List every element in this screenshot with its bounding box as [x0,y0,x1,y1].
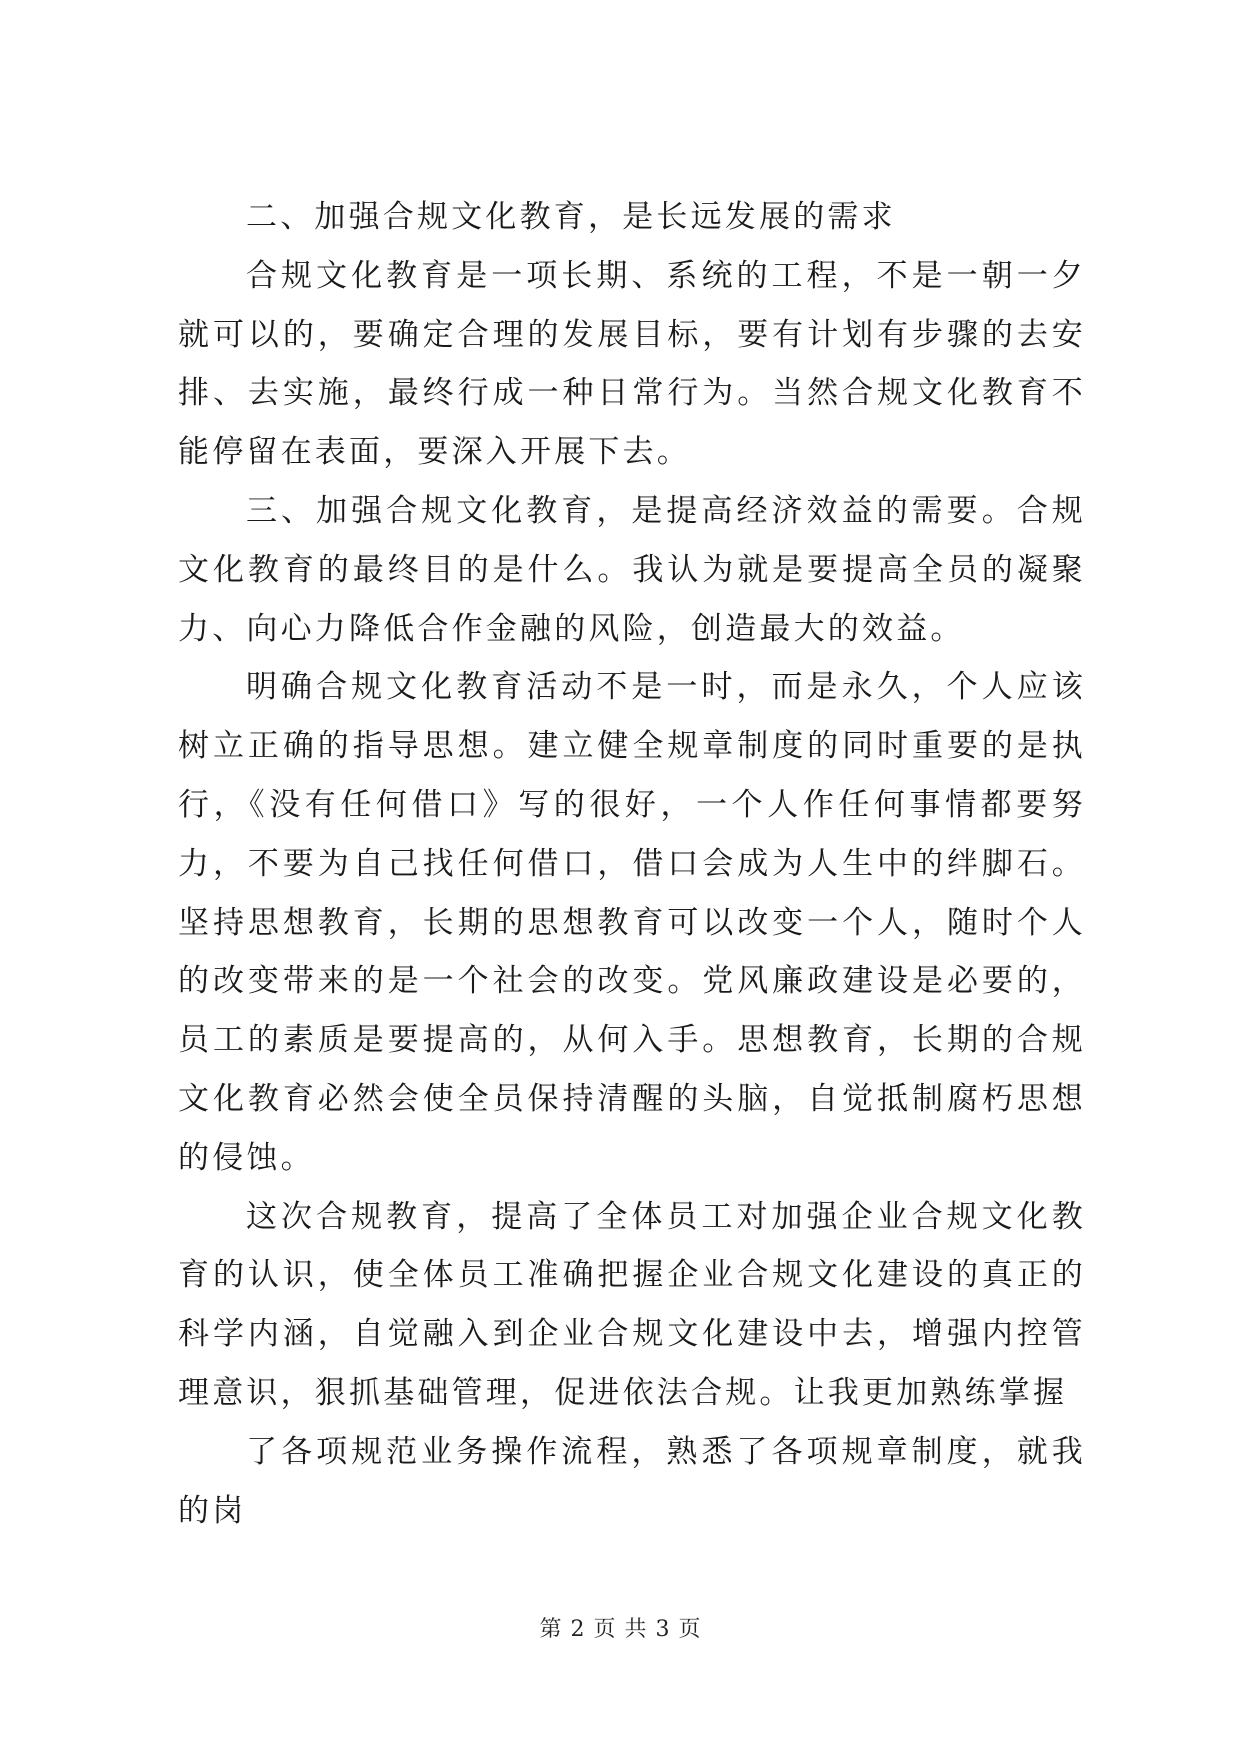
paragraph-4: 这次合规教育，提高了全体员工对加强企业合规文化教育的认识，使全体员工准确把握企业合规文化建设的真正的科学内涵，自觉融入到企业合规文化建设中去，增强内控管理意识，狠抓基础管理，促进依法合规。让我更加熟练掌握 [178,1198,1086,1411]
paragraph-5: 了各项规范业务操作流程，熟悉了各项规章制度，就我的岗 [178,1433,1086,1529]
paragraph-3: 明确合规文化教育活动不是一时，而是永久，个人应该树立正确的指导思想。建立健全规章制度的同时重要的是执行，《没有任何借口》写的很好，一个人作任何事情都要努力，不要为自己找任何借口，借口会成为人生中的绊脚石。坚持思想教育，长期的思想教育可以改变一个人，随时个人的改变带来的是一个社会的改变。党风廉政建设是必要的，员工的素质是要提高的，从何入手。思想教育，长期的合规文化教育必然会使全员保持清醒的头脑，自觉抵制腐朽思想的侵蚀。 [178,669,1086,1176]
section-heading: 二、加强合规文化教育，是长远发展的需求 [246,199,896,235]
paragraph-2: 三、加强合规文化教育，是提高经济效益的需要。合规文化教育的最终目的是什么。我认为就是要提高全员的凝聚力、向心力降低合作金融的风险，创造最大的效益。 [178,492,1086,647]
paragraph-1: 合规文化教育是一项长期、系统的工程，不是一朝一夕就可以的，要确定合理的发展目标，要有计划有步骤的去安排、去实施，最终行成一种日常行为。当然合规文化教育不能停留在表面，要深入开展下去。 [178,257,1086,471]
document-body [178,188,1086,1540]
page-number-footer: 第 2 页 共 3 页 [539,1617,702,1642]
